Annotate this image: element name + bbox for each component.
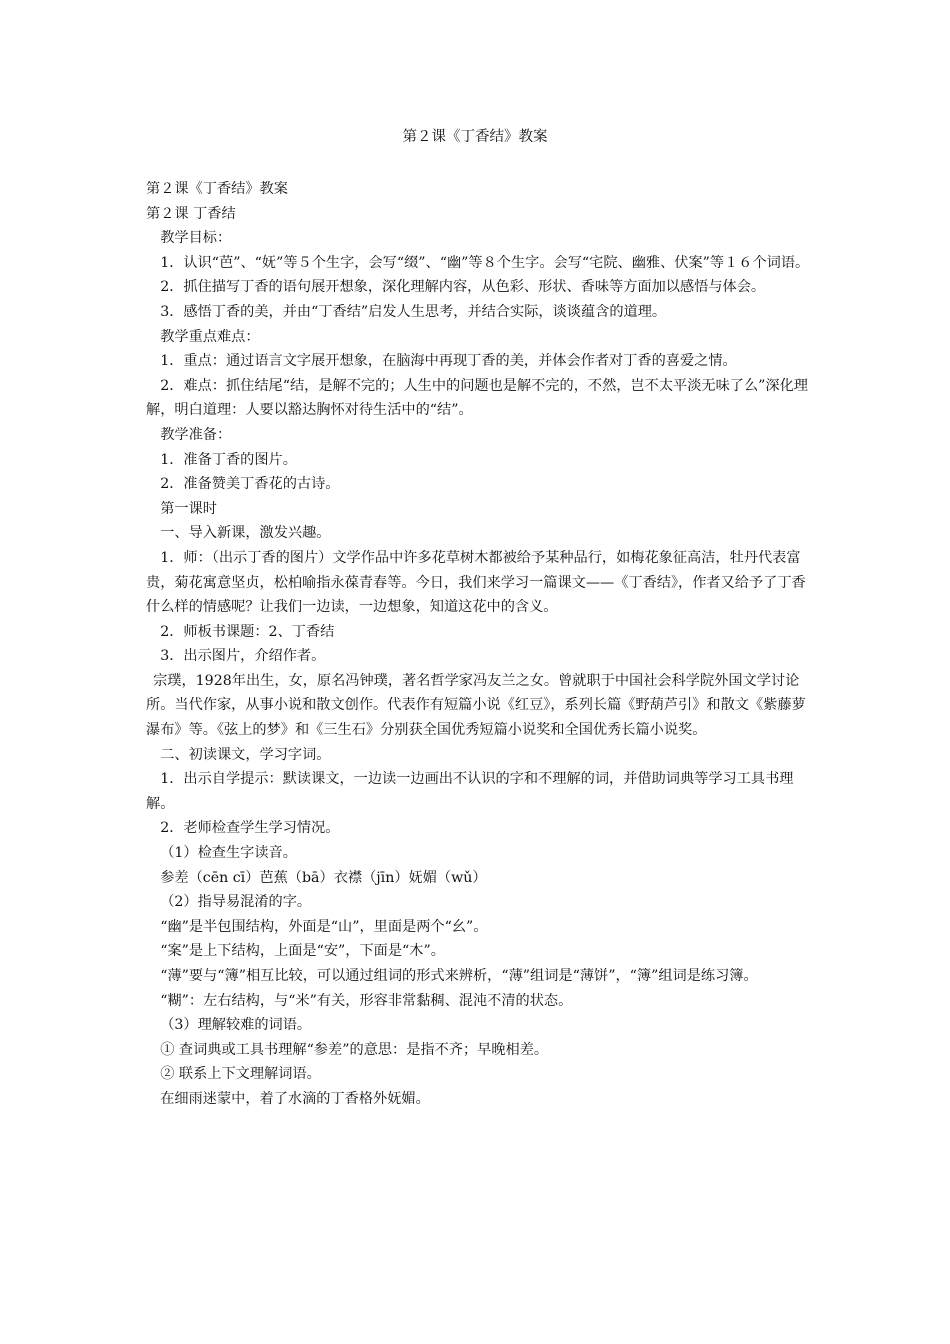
paragraph: 2．抓住描写丁香的语句展开想象，深化理解内容，从色彩、形状、香味等方面加以感悟与体会。: [160, 279, 766, 296]
paragraph: 1．师：（出示丁香的图片）文学作品中许多花草树木都被给予某种品行，如梅花象征高洁，牡丹代表富贵，菊花寓意坚贞，松柏喻指永葆青春等。今日，我们来学习一篇课文——《丁香结》，作者又给予了丁香什么样的情感呢？让我们一边读，一边想象，知道这花中的含义。: [146, 549, 806, 616]
paragraph: 2．准备赞美丁香花的古诗。: [160, 476, 340, 493]
paragraph: 在细雨迷蒙中，着了水滴的丁香格外妩媚。: [160, 1090, 430, 1107]
paragraph: ① 查词典或工具书理解“参差”的意思：是指不齐；早晚相差。: [160, 1041, 549, 1058]
paragraph: 1．准备丁香的图片。: [160, 451, 297, 468]
paragraph: 教学准备：: [160, 426, 232, 443]
paragraph: “幽”是半包围结构，外面是“山”，里面是两个“幺”。: [160, 918, 488, 935]
paragraph: 1．重点：通过语言文字展开想象，在脑海中再现丁香的美，并体会作者对丁香的喜爱之情。: [160, 353, 737, 370]
paragraph: 二、初读课文，学习字词。: [160, 746, 331, 763]
page-title: 第２课《丁香结》教案: [402, 129, 548, 145]
paragraph: “薄”要与“簿”相互比较，可以通过组词的形式来辨析，“薄”组词是“薄饼”，“簿”组词是练习簿。: [160, 968, 758, 984]
paragraph: 第一课时: [160, 500, 217, 517]
document-body: [146, 177, 810, 1112]
paragraph: “案”是上下结构，上面是“安”，下面是“木”。: [160, 943, 445, 960]
paragraph: （3）理解较难的词语。: [160, 1017, 312, 1034]
paragraph: 教学重点难点：: [160, 328, 260, 345]
paragraph: 1．认识“芭”、“妩”等５个生字，会写“缀”、“幽”等８个生字。会写“宅院、幽雅、伏案”等１６个词语。: [160, 254, 810, 271]
paragraph: 一、导入新课，激发兴趣。: [160, 525, 331, 542]
paragraph: 2．师板书课题：2、丁香结: [160, 623, 335, 640]
paragraph: 宗璞，1928年出生，女，原名冯钟璞，著名哲学家冯友兰之女。曾就职于中国社会科学院外国文学讨论所。当代作家，从事小说和散文创作。代表作有短篇小说《红豆》，系列长篇《野葫芦引》和散文《紫藤萝瀑布》等。《弦上的梦》和《三生石》分别获全国优秀短篇小说奖和全国优秀长篇小说奖。: [146, 672, 806, 739]
paragraph: 2．老师检查学生学习情况。: [160, 820, 340, 837]
paragraph: 1．出示自学提示：默读课文，一边读一边画出不认识的字和不理解的词，并借助词典等学习工具书理解。: [146, 771, 794, 812]
paragraph: 第２课《丁香结》教案: [146, 181, 288, 197]
paragraph: 3．感悟丁香的美，并由“丁香结”启发人生思考，并结合实际，谈谈蕴含的道理。: [160, 303, 667, 320]
paragraph: ② 联系上下文理解词语。: [160, 1066, 321, 1083]
paragraph: 3．出示图片，介绍作者。: [160, 648, 326, 665]
paragraph: “糊”：左右结构，与“米”有关，形容非常黏稠、混沌不清的状态。: [160, 992, 573, 1009]
paragraph: （2）指导易混淆的字。: [160, 894, 312, 911]
paragraph: （1）检查生字读音。: [160, 845, 297, 862]
paragraph: 2．难点：抓住结尾“结，是解不完的；人生中的问题也是解不完的，不然，岂不太平淡无味了么”深化理解，明白道理：人要以豁达胸怀对待生活中的“结”。: [146, 377, 808, 419]
paragraph: 参差（cēn cī）芭蕉（bā）衣襟（jīn）妩媚（wǔ）: [160, 869, 487, 886]
paragraph: 教学目标：: [160, 230, 232, 247]
paragraph: 第２课 丁香结: [146, 205, 236, 222]
